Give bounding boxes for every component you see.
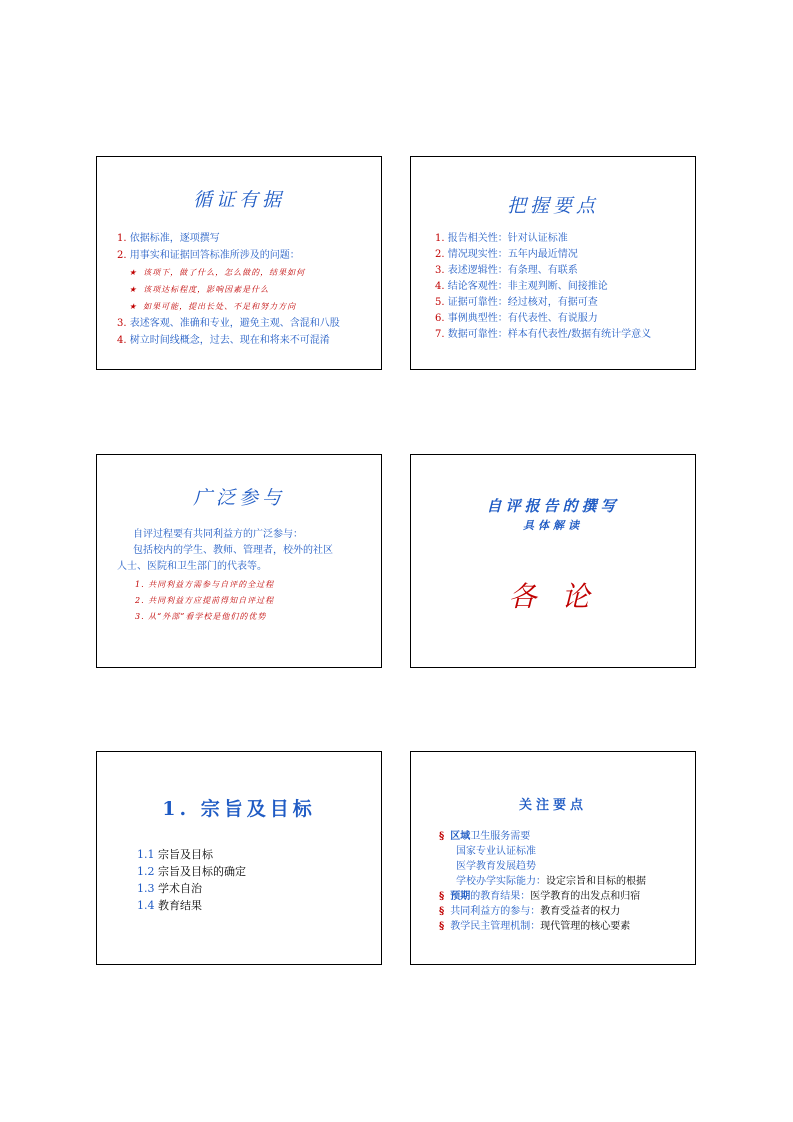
slide-title: 1. 宗旨及目标: [162, 798, 316, 820]
slide-focus-points: [410, 751, 696, 965]
list-item: 2. 情况现实性：五年内最近情况: [435, 249, 578, 260]
section-icon: §: [439, 921, 445, 932]
slide-title: 把握要点: [506, 195, 599, 217]
list-item: 7. 数据可靠性：样本有代表性/数据有统计学意义: [435, 329, 652, 340]
list-item: § 预期的教育结果：医学教育的出发点和归宿: [439, 891, 641, 902]
list-item: 3. 从“外部”看学校是他们的优势: [135, 612, 267, 621]
list-item: 1.4 教育结果: [137, 899, 202, 912]
list-item: 4. 树立时间线概念，过去、现在和将来不可混淆: [117, 335, 330, 346]
list-item: 5. 证据可靠性：经过核对，有据可查: [435, 297, 598, 308]
list-item: 1. 报告相关性：针对认证标准: [435, 233, 568, 244]
section-icon: §: [439, 831, 445, 842]
list-item: 1.3 学术自治: [137, 882, 202, 895]
list-item: 1.2 宗旨及目标的确定: [137, 865, 246, 878]
star-icon: ★: [129, 268, 138, 277]
list-item: 医学教育发展趋势: [456, 861, 536, 872]
list-item: 6. 事例典型性：有代表性、有说服力: [435, 313, 598, 324]
list-item: § 教学民主管理机制：现代管理的核心要素: [439, 921, 631, 932]
list-subitem: ★ 该项达标程度，影响因素是什么: [129, 285, 270, 294]
slide-broad-participation: [96, 454, 382, 668]
list-subitem: ★ 如果可能，提出长处、不足和努力方向: [129, 302, 297, 311]
list-item: 学校办学实际能力：设定宗旨和目标的根据: [456, 876, 646, 887]
slide-section-title: [410, 454, 696, 668]
list-item: § 共同利益方的参与：教育受益者的权力: [439, 906, 621, 917]
paragraph: 包括校内的学生、教师、管理者，校外的社区: [133, 545, 333, 556]
section-icon: §: [439, 906, 445, 917]
slide-key-points: [410, 156, 696, 370]
section-icon: §: [439, 891, 445, 902]
paragraph: 自评过程要有共同利益方的广泛参与：: [133, 529, 303, 540]
list-subitem: ★ 该项下，做了什么，怎么做的，结果如何: [129, 268, 306, 277]
slide-subtitle: 具体解读: [523, 519, 583, 532]
list-item: 1. 共同利益方需参与自评的全过程: [135, 580, 275, 589]
star-icon: ★: [129, 285, 138, 294]
list-item: 3. 表述逻辑性：有条理、有联系: [435, 265, 578, 276]
slide-mission-goals: [96, 751, 382, 965]
list-item: 国家专业认证标准: [456, 846, 536, 857]
slide-title: 关注要点: [518, 798, 587, 813]
list-item: 3. 表述客观、准确和专业，避免主观、含混和八股: [117, 318, 340, 329]
slide-title: 广泛参与: [192, 487, 285, 509]
paragraph: 人士、医院和卫生部门的代表等。: [117, 561, 267, 572]
slide-evidence-based: [96, 156, 382, 370]
section-heading: 各 论: [508, 580, 598, 613]
list-item: 4. 结论客观性：非主观判断、间接推论: [435, 281, 608, 292]
list-item: 1.1 宗旨及目标: [137, 848, 213, 861]
star-icon: ★: [129, 302, 138, 311]
slide-title: 自评报告的撰写: [486, 497, 620, 515]
list-item: 2. 用事实和证据回答标准所涉及的问题：: [117, 250, 300, 261]
slide-title: 循证有据: [192, 189, 285, 211]
list-item: 1. 依据标准，逐项撰写: [117, 233, 220, 244]
list-item: § 区域卫生服务需要: [439, 831, 531, 842]
list-item: 2. 共同利益方应提前得知自评过程: [135, 596, 275, 605]
